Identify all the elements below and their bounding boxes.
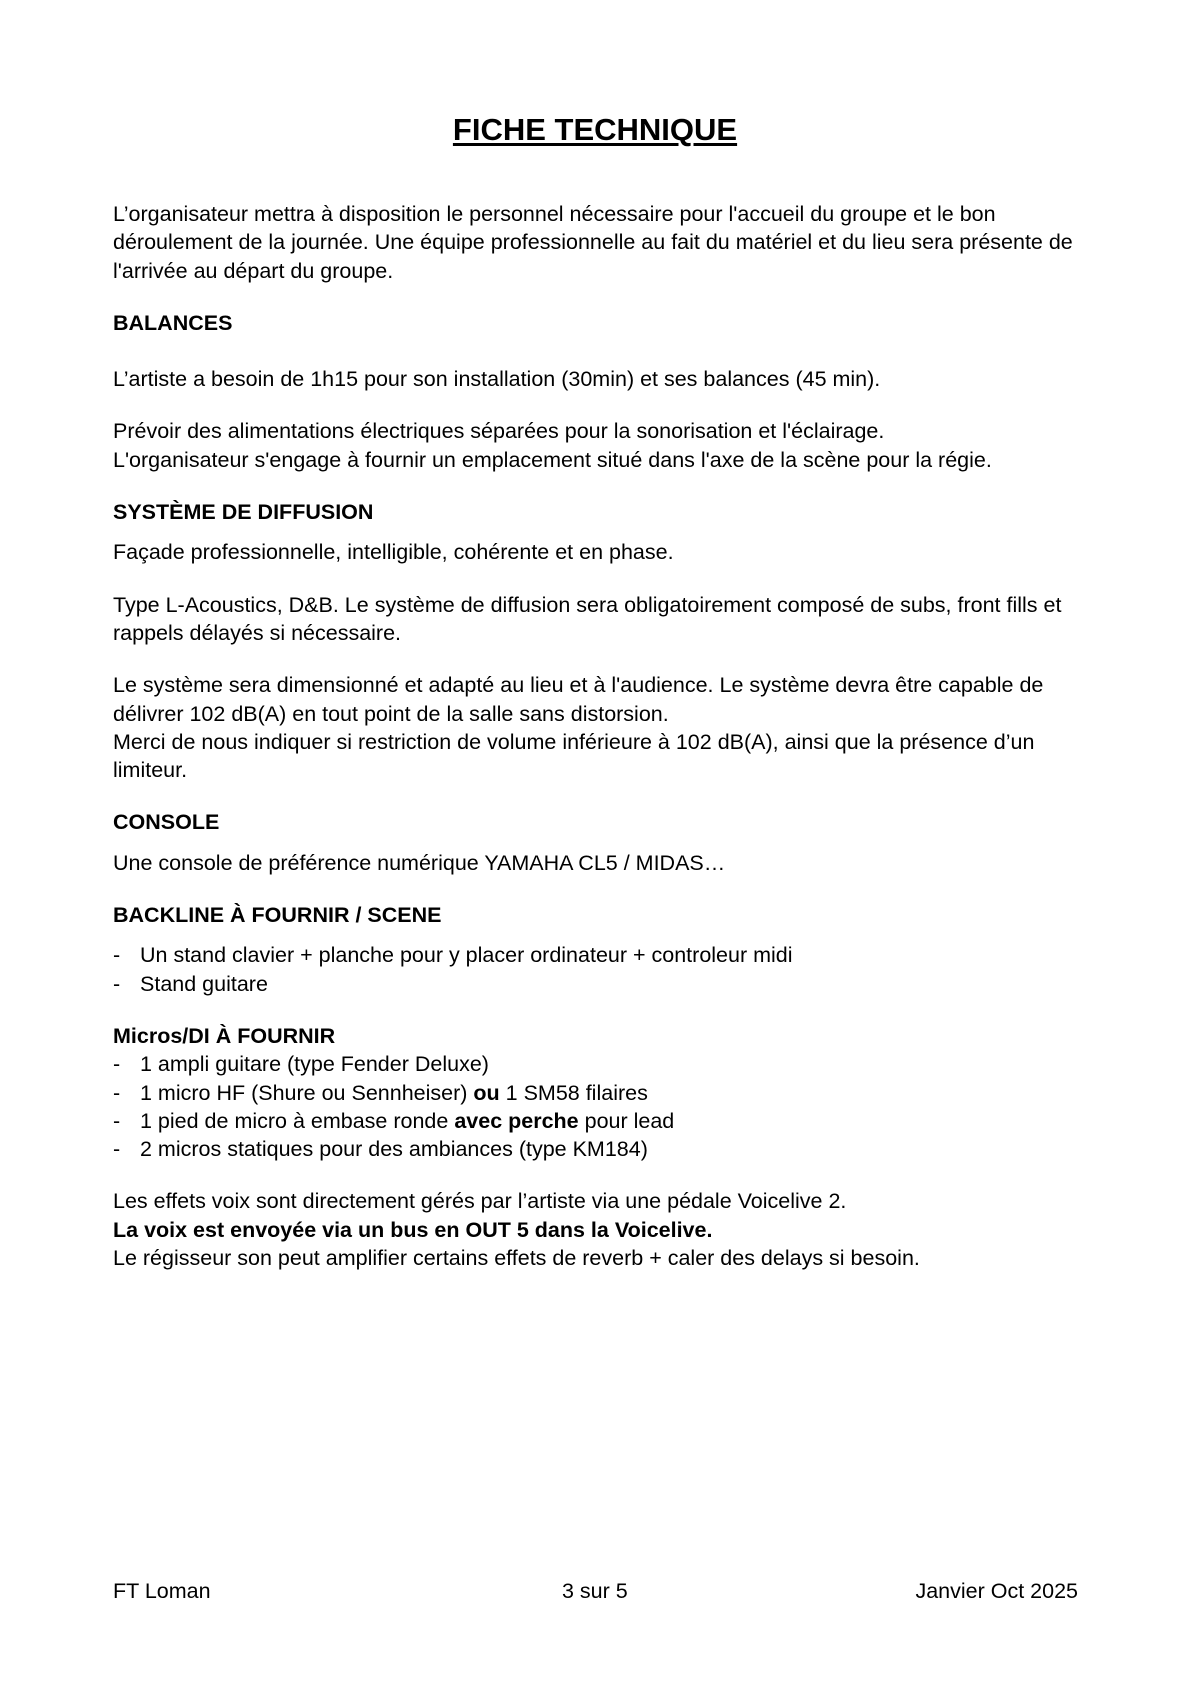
section-heading-micros: Micros/DI À FOURNIR xyxy=(113,1023,336,1048)
bullet-dash: - xyxy=(113,971,121,996)
balances-paragraph-2-line-1: Prévoir des alimentations électriques séparées pour la sonorisation et l'éclairage. xyxy=(113,419,885,444)
section-heading-console: CONSOLE xyxy=(113,810,220,835)
intro-paragraph: L’organisateur mettra à disposition le personnel nécessaire pour l'accueil du groupe et le bon déroulement de la journée. Une équipe professionnelle au fait du matériel et du lieu sera présente de l'arrivée au départ du groupe. xyxy=(113,202,1073,283)
footer-date: Janvier Oct 2025 xyxy=(915,1579,1078,1603)
bullet-dash: - xyxy=(113,1080,121,1105)
effects-line-3: Le régisseur son peut amplifier certains effets de reverb + caler des delays si besoin. xyxy=(113,1246,920,1271)
backline-list xyxy=(113,941,1073,998)
list-item: - 1 pied de micro à embase ronde avec perche pour lead xyxy=(113,1107,1073,1135)
section-heading-backline: BACKLINE À FOURNIR / SCENE xyxy=(113,903,442,928)
bullet-dash: - xyxy=(113,1052,121,1077)
balances-paragraph-1: L’artiste a besoin de 1h15 pour son installation (30min) et ses balances (45 min). xyxy=(113,367,881,392)
list-item: - 1 micro HF (Shure ou Sennheiser) ou 1 SM58 filaires xyxy=(113,1079,1073,1107)
bullet-dash: - xyxy=(113,1137,121,1162)
micros-list xyxy=(113,1050,1073,1163)
list-item: - 1 ampli guitare (type Fender Deluxe) xyxy=(113,1050,1073,1078)
effects-line-2: La voix est envoyée via un bus en OUT 5 dans la Voicelive. xyxy=(113,1217,713,1242)
section-heading-diffusion: SYSTÈME DE DIFFUSION xyxy=(113,500,374,525)
diffusion-paragraph-3-line-1: Le système sera dimensionné et adapté au lieu et à l'audience. Le système devra être capable de délivrer 102 dB(A) en tout point de la salle sans distorsion. xyxy=(113,673,1044,726)
footer-document-name: FT Loman xyxy=(113,1579,211,1603)
console-paragraph: Une console de préférence numérique YAMAHA CL5 / MIDAS… xyxy=(113,850,726,875)
bullet-dash: - xyxy=(113,1108,121,1133)
list-item: - Stand guitare xyxy=(113,970,1073,998)
list-item: - 2 micros statiques pour des ambiances (type KM184) xyxy=(113,1135,1073,1163)
section-heading-balances: BALANCES xyxy=(113,310,233,335)
document-body xyxy=(113,200,1073,1272)
balances-paragraph-2-line-2: L'organisateur s'engage à fournir un emplacement situé dans l'axe de la scène pour la régie. xyxy=(113,447,992,472)
diffusion-paragraph-1: Façade professionnelle, intelligible, cohérente et en phase. xyxy=(113,540,674,565)
footer-page-number: 3 sur 5 xyxy=(562,1579,628,1603)
diffusion-paragraph-3-line-2: Merci de nous indiquer si restriction de volume inférieure à 102 dB(A), ainsi que la présence d’un limiteur. xyxy=(113,729,1035,783)
list-item: - Un stand clavier + planche pour y placer ordinateur + controleur midi xyxy=(113,941,1073,969)
diffusion-paragraph-2: Type L-Acoustics, D&B. Le système de diffusion sera obligatoirement composé de subs, front fills et rappels délayés si nécessaire. xyxy=(113,592,1062,645)
bullet-dash: - xyxy=(113,943,121,968)
page-title: FICHE TECHNIQUE xyxy=(452,112,738,147)
effects-line-1: Les effets voix sont directement gérés par l’artiste via une pédale Voicelive 2. xyxy=(113,1189,847,1214)
